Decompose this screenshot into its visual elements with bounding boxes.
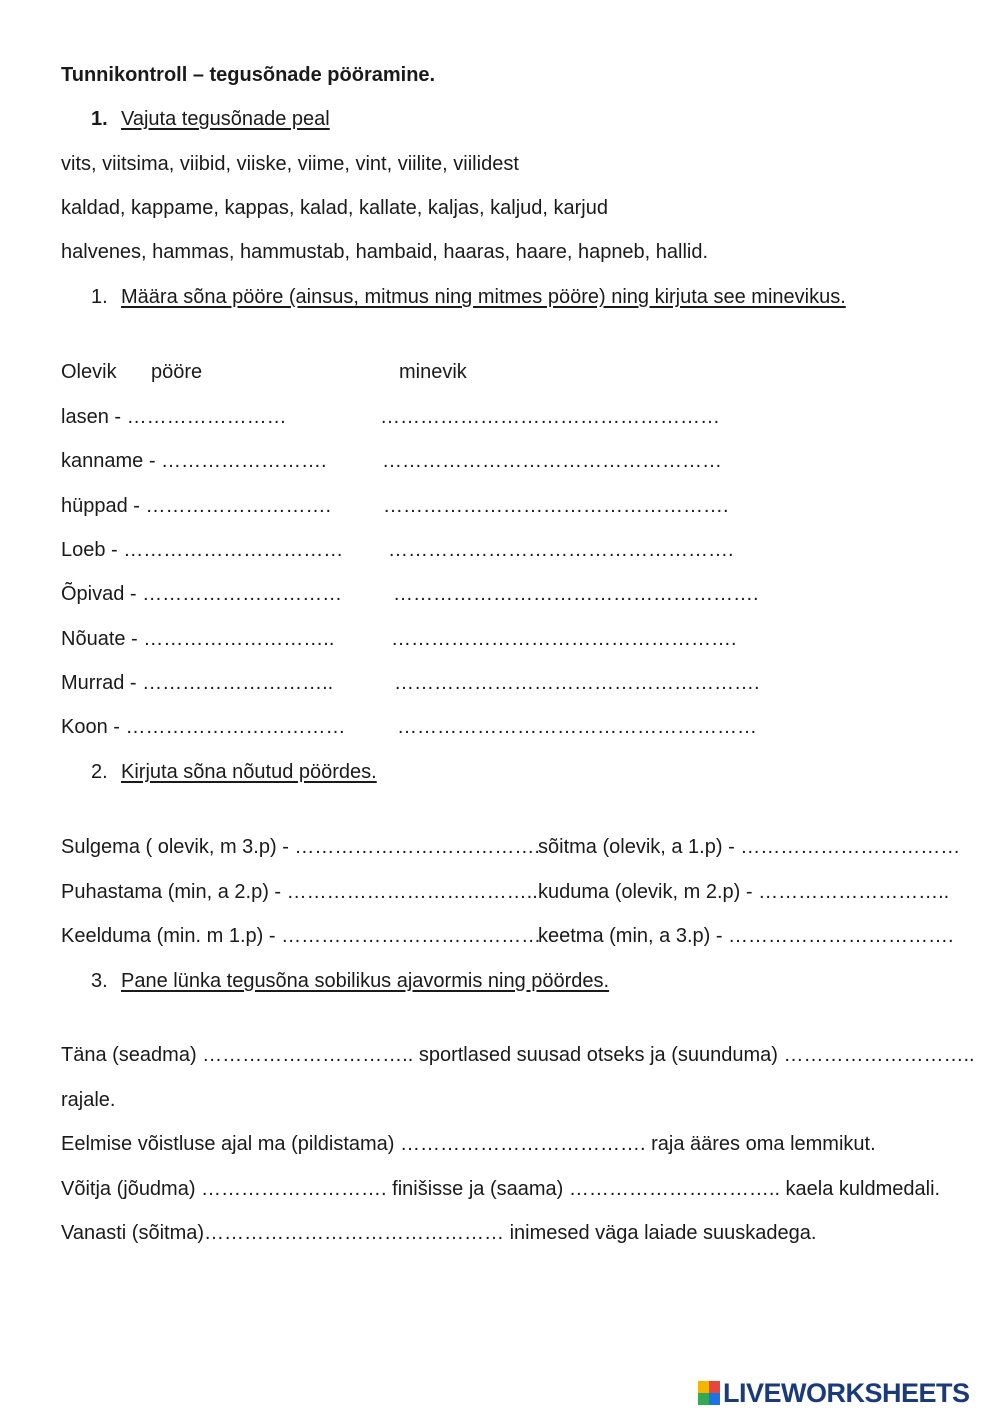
form-left[interactable]: Puhastama (min, a 2.p) - ……………………………….. xyxy=(61,881,538,903)
past-blank[interactable]: ……………………………………………. xyxy=(383,495,729,517)
task3-number: 2. xyxy=(91,761,108,783)
conj-word[interactable]: Koon - …………………………… xyxy=(61,716,346,738)
sentence-line[interactable]: Täna (seadma) ………………………….. sportlased suusad otseks ja (suunduma) ……………………….. xyxy=(61,1044,975,1066)
sentence-line[interactable]: Eelmise võistluse ajal ma (pildistama) ………………………………. raja ääres oma lemmikut. xyxy=(61,1133,876,1155)
conj-word[interactable]: Õpivad - ………………………… xyxy=(61,583,343,605)
task3-label: Kirjuta sõna nõutud pöördes. xyxy=(121,761,377,783)
past-blank[interactable]: …………………………………………… xyxy=(380,406,720,428)
logo-square-3 xyxy=(698,1393,709,1405)
past-blank[interactable]: ………………………………………………. xyxy=(393,583,759,605)
task1-label: Vajuta tegusõnade peal xyxy=(121,108,330,130)
past-blank[interactable]: ……………………………………………. xyxy=(388,539,734,561)
liveworksheets-logo xyxy=(698,1378,970,1408)
form-right[interactable]: keetma (min, a 3.p) - ……………………………. xyxy=(538,925,954,947)
task2-heading xyxy=(91,285,846,309)
word-line-2[interactable]: kaldad, kappame, kappas, kalad, kallate, kaljas, kaljud, karjud xyxy=(61,197,608,219)
conj-word[interactable]: Murrad - ……………………….. xyxy=(61,672,334,694)
header-olevik: Olevik xyxy=(61,361,117,383)
task4-number: 3. xyxy=(91,970,108,992)
conj-word[interactable]: Nõuate - ……………………….. xyxy=(61,628,335,650)
logo-square-1 xyxy=(698,1381,709,1393)
sentence-line: rajale. xyxy=(61,1089,116,1111)
logo-mark-icon xyxy=(698,1381,720,1405)
form-left[interactable]: Sulgema ( olevik, m 3.p) - ………………………………. xyxy=(61,836,540,858)
form-right[interactable]: sõitma (olevik, a 1.p) - …………………………… xyxy=(538,836,961,858)
logo-text: LIVEWORKSHEETS xyxy=(723,1377,970,1408)
page-title: Tunnikontroll – tegusõnade pööramine. xyxy=(61,64,436,86)
form-right[interactable]: kuduma (olevik, m 2.p) - ……………………….. xyxy=(538,881,950,903)
word-line-3[interactable]: halvenes, hammas, hammustab, hambaid, haaras, haare, hapneb, hallid. xyxy=(61,241,709,263)
logo-square-2 xyxy=(709,1381,720,1393)
conj-word[interactable]: kanname - ……………………. xyxy=(61,450,327,472)
logo-square-4 xyxy=(709,1393,720,1405)
sentence-line[interactable]: Vanasti (sõitma)……………………………………… inimesed väga laiade suuskadega. xyxy=(61,1222,817,1244)
task1-number: 1. xyxy=(91,108,108,130)
past-blank[interactable]: ……………………………………………. xyxy=(391,628,737,650)
task4-heading xyxy=(91,969,609,993)
task2-label: Määra sõna pööre (ainsus, mitmus ning mitmes pööre) ning kirjuta see minevikus. xyxy=(121,286,846,308)
header-poore: pööre xyxy=(151,361,203,383)
task1-heading xyxy=(91,107,330,131)
conj-word[interactable]: lasen - …………………… xyxy=(61,406,287,428)
header-minevik: minevik xyxy=(399,361,467,383)
conj-word[interactable]: hüppad - ………………………. xyxy=(61,495,332,517)
task2-number: 1. xyxy=(91,286,108,308)
past-blank[interactable]: …………………………………………… xyxy=(382,450,722,472)
conj-word[interactable]: Loeb - …………………………… xyxy=(61,539,344,561)
task3-heading xyxy=(91,760,377,784)
past-blank[interactable]: ……………………………………………… xyxy=(397,716,757,738)
word-line-1[interactable]: vits, viitsima, viibid, viiske, viime, vint, viilite, viilidest xyxy=(61,153,519,175)
sentence-line[interactable]: Võitja (jõudma) ………………………. finišisse ja (saama) ………………………….. kaela kuldmedali. xyxy=(61,1178,941,1200)
past-blank[interactable]: ………………………………………………. xyxy=(394,672,760,694)
form-left[interactable]: Keelduma (min. m 1.p) - ………………………………… xyxy=(61,925,542,947)
task4-label: Pane lünka tegusõna sobilikus ajavormis ning pöördes. xyxy=(121,970,610,992)
